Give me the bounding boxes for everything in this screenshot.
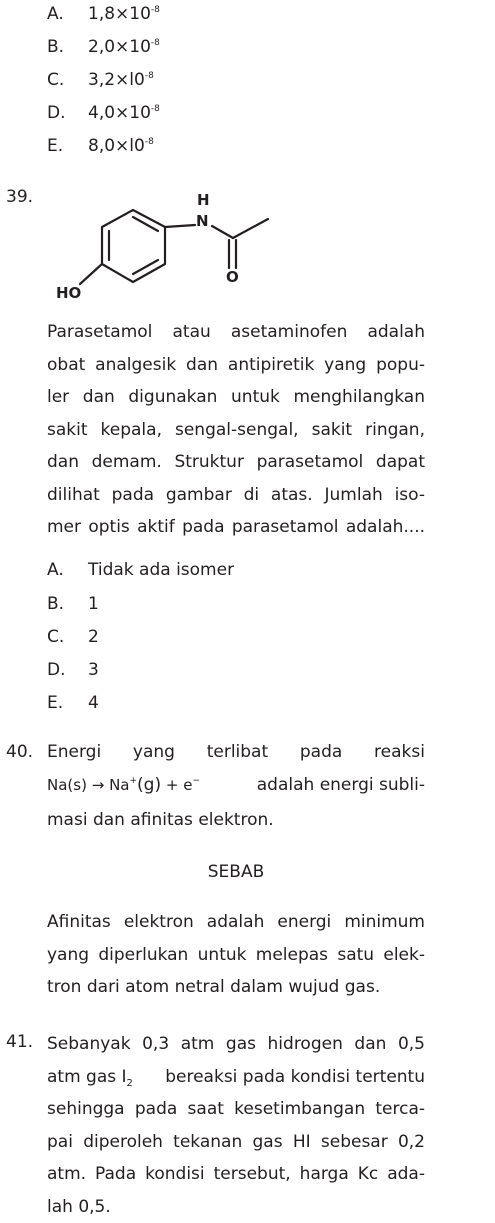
nitrogen-label: N (196, 212, 209, 230)
option-letter: E. (47, 136, 63, 156)
text-line: atm. Pada kondisi tersebut, harga Kc ada- (47, 1158, 425, 1191)
bond-ring-hydroxyl (80, 264, 102, 284)
option-value (88, 136, 154, 156)
option-letter: D. (47, 103, 66, 123)
subscript: 2 (127, 1078, 133, 1089)
question-40-line-2 (47, 775, 425, 795)
option-e (47, 136, 63, 156)
equation-reactant: Na(s) (47, 776, 87, 794)
hydroxyl-label: HO (56, 284, 81, 302)
reaction-arrow-icon: → (92, 776, 105, 794)
exponent: -8 (151, 104, 160, 114)
equation-state: (g) (137, 775, 161, 795)
charge: − (192, 776, 200, 786)
question-40-number: 40. (6, 742, 33, 762)
paracetamol-structure (40, 188, 280, 308)
text-fragment: adalah energi subli- (257, 775, 425, 795)
equation-plus: + (166, 776, 179, 794)
sebab-label: SEBAB (47, 862, 425, 882)
question-41-text (47, 1028, 425, 1223)
text-line: lah 0,5. (47, 1191, 425, 1223)
question-40-reason (47, 906, 425, 1004)
option-letter: C. (47, 70, 64, 90)
text-line: obat analgesik dan antipiretik yang popu- (47, 349, 425, 382)
text-line: Sebanyak 0,3 atm gas hidrogen dan 0,5 (47, 1028, 425, 1061)
nh-hydrogen-label: H (197, 191, 210, 209)
option-value (88, 4, 160, 24)
option-value (88, 37, 160, 57)
option-d (47, 103, 66, 123)
bond-ring-nitrogen (165, 225, 195, 227)
bond-carbon-methyl (233, 219, 268, 238)
reaction-equation (47, 775, 200, 795)
mantissa: 4,0×10 (88, 103, 151, 123)
text-fragment (47, 1061, 133, 1094)
option-text: 3 (88, 660, 99, 680)
option-text: 2 (88, 627, 99, 647)
double-bond (133, 217, 158, 231)
option-value (88, 103, 160, 123)
mantissa: 8,0×l0 (88, 136, 145, 156)
option-letter: A. (47, 560, 64, 580)
double-bond (133, 260, 158, 274)
text-line: mer optis aktif pada parasetamol adalah.... (47, 511, 425, 544)
option-b (47, 37, 64, 57)
text-line (47, 1061, 425, 1094)
option-c (47, 627, 64, 647)
option-b (47, 594, 64, 614)
text-line: pai diperoleh tekanan gas HI sebesar 0,2 (47, 1126, 425, 1159)
text-line: tron dari atom netral dalam wujud gas. (47, 971, 425, 1004)
text-fragment: atm gas I (47, 1067, 127, 1087)
exponent: -8 (151, 38, 160, 48)
option-letter: C. (47, 627, 64, 647)
equation-electron: e (183, 776, 192, 794)
question-41-number: 41. (6, 1032, 33, 1052)
mantissa: 2,0×10 (88, 37, 151, 57)
benzene-ring (102, 210, 165, 282)
option-letter: B. (47, 594, 64, 614)
word: pada (300, 742, 342, 762)
option-e (47, 693, 63, 713)
word: reaksi (374, 742, 425, 762)
exponent: -8 (145, 137, 154, 147)
word: yang (133, 742, 175, 762)
mantissa: 3,2×l0 (88, 70, 145, 90)
question-40-line-3: masi dan afinitas elektron. (47, 810, 274, 830)
question-40-line-1 (47, 742, 425, 762)
option-a (47, 4, 64, 24)
option-letter: A. (47, 4, 64, 24)
charge: + (130, 776, 138, 786)
text-fragment: bereaksi pada kondisi tertentu (165, 1061, 425, 1094)
option-d (47, 660, 66, 680)
text-line: dan demam. Struktur parasetamol dapat (47, 446, 425, 479)
exponent: -8 (145, 71, 154, 81)
text-line: yang diperlukan untuk melepas satu elek- (47, 939, 425, 972)
text-line: ler dan digunakan untuk menghilangkan (47, 381, 425, 414)
mantissa: 1,8×10 (88, 4, 151, 24)
word: terlibat (207, 742, 268, 762)
option-text: 4 (88, 693, 99, 713)
text-line: sehingga pada saat kesetimbangan terca- (47, 1093, 425, 1126)
word: Energi (47, 742, 101, 762)
option-text: 1 (88, 594, 99, 614)
option-text: Tidak ada isomer (88, 560, 234, 580)
option-letter: D. (47, 660, 66, 680)
question-39-text (47, 316, 425, 544)
exponent: -8 (151, 5, 160, 15)
option-c (47, 70, 64, 90)
oxygen-label: O (226, 268, 239, 286)
question-39-number: 39. (6, 187, 33, 207)
bond-nitrogen-carbon (212, 226, 233, 238)
text-line: Afinitas elektron adalah energi minimum (47, 906, 425, 939)
text-line: dilihat pada gambar di atas. Jumlah iso- (47, 479, 425, 512)
option-a (47, 560, 64, 580)
equation-sodium-ion: Na (109, 776, 129, 794)
text-line: Parasetamol atau asetaminofen adalah (47, 316, 425, 349)
option-letter: B. (47, 37, 64, 57)
option-value (88, 70, 154, 90)
text-line: sakit kepala, sengal-sengal, sakit ringan, (47, 414, 425, 447)
option-letter: E. (47, 693, 63, 713)
